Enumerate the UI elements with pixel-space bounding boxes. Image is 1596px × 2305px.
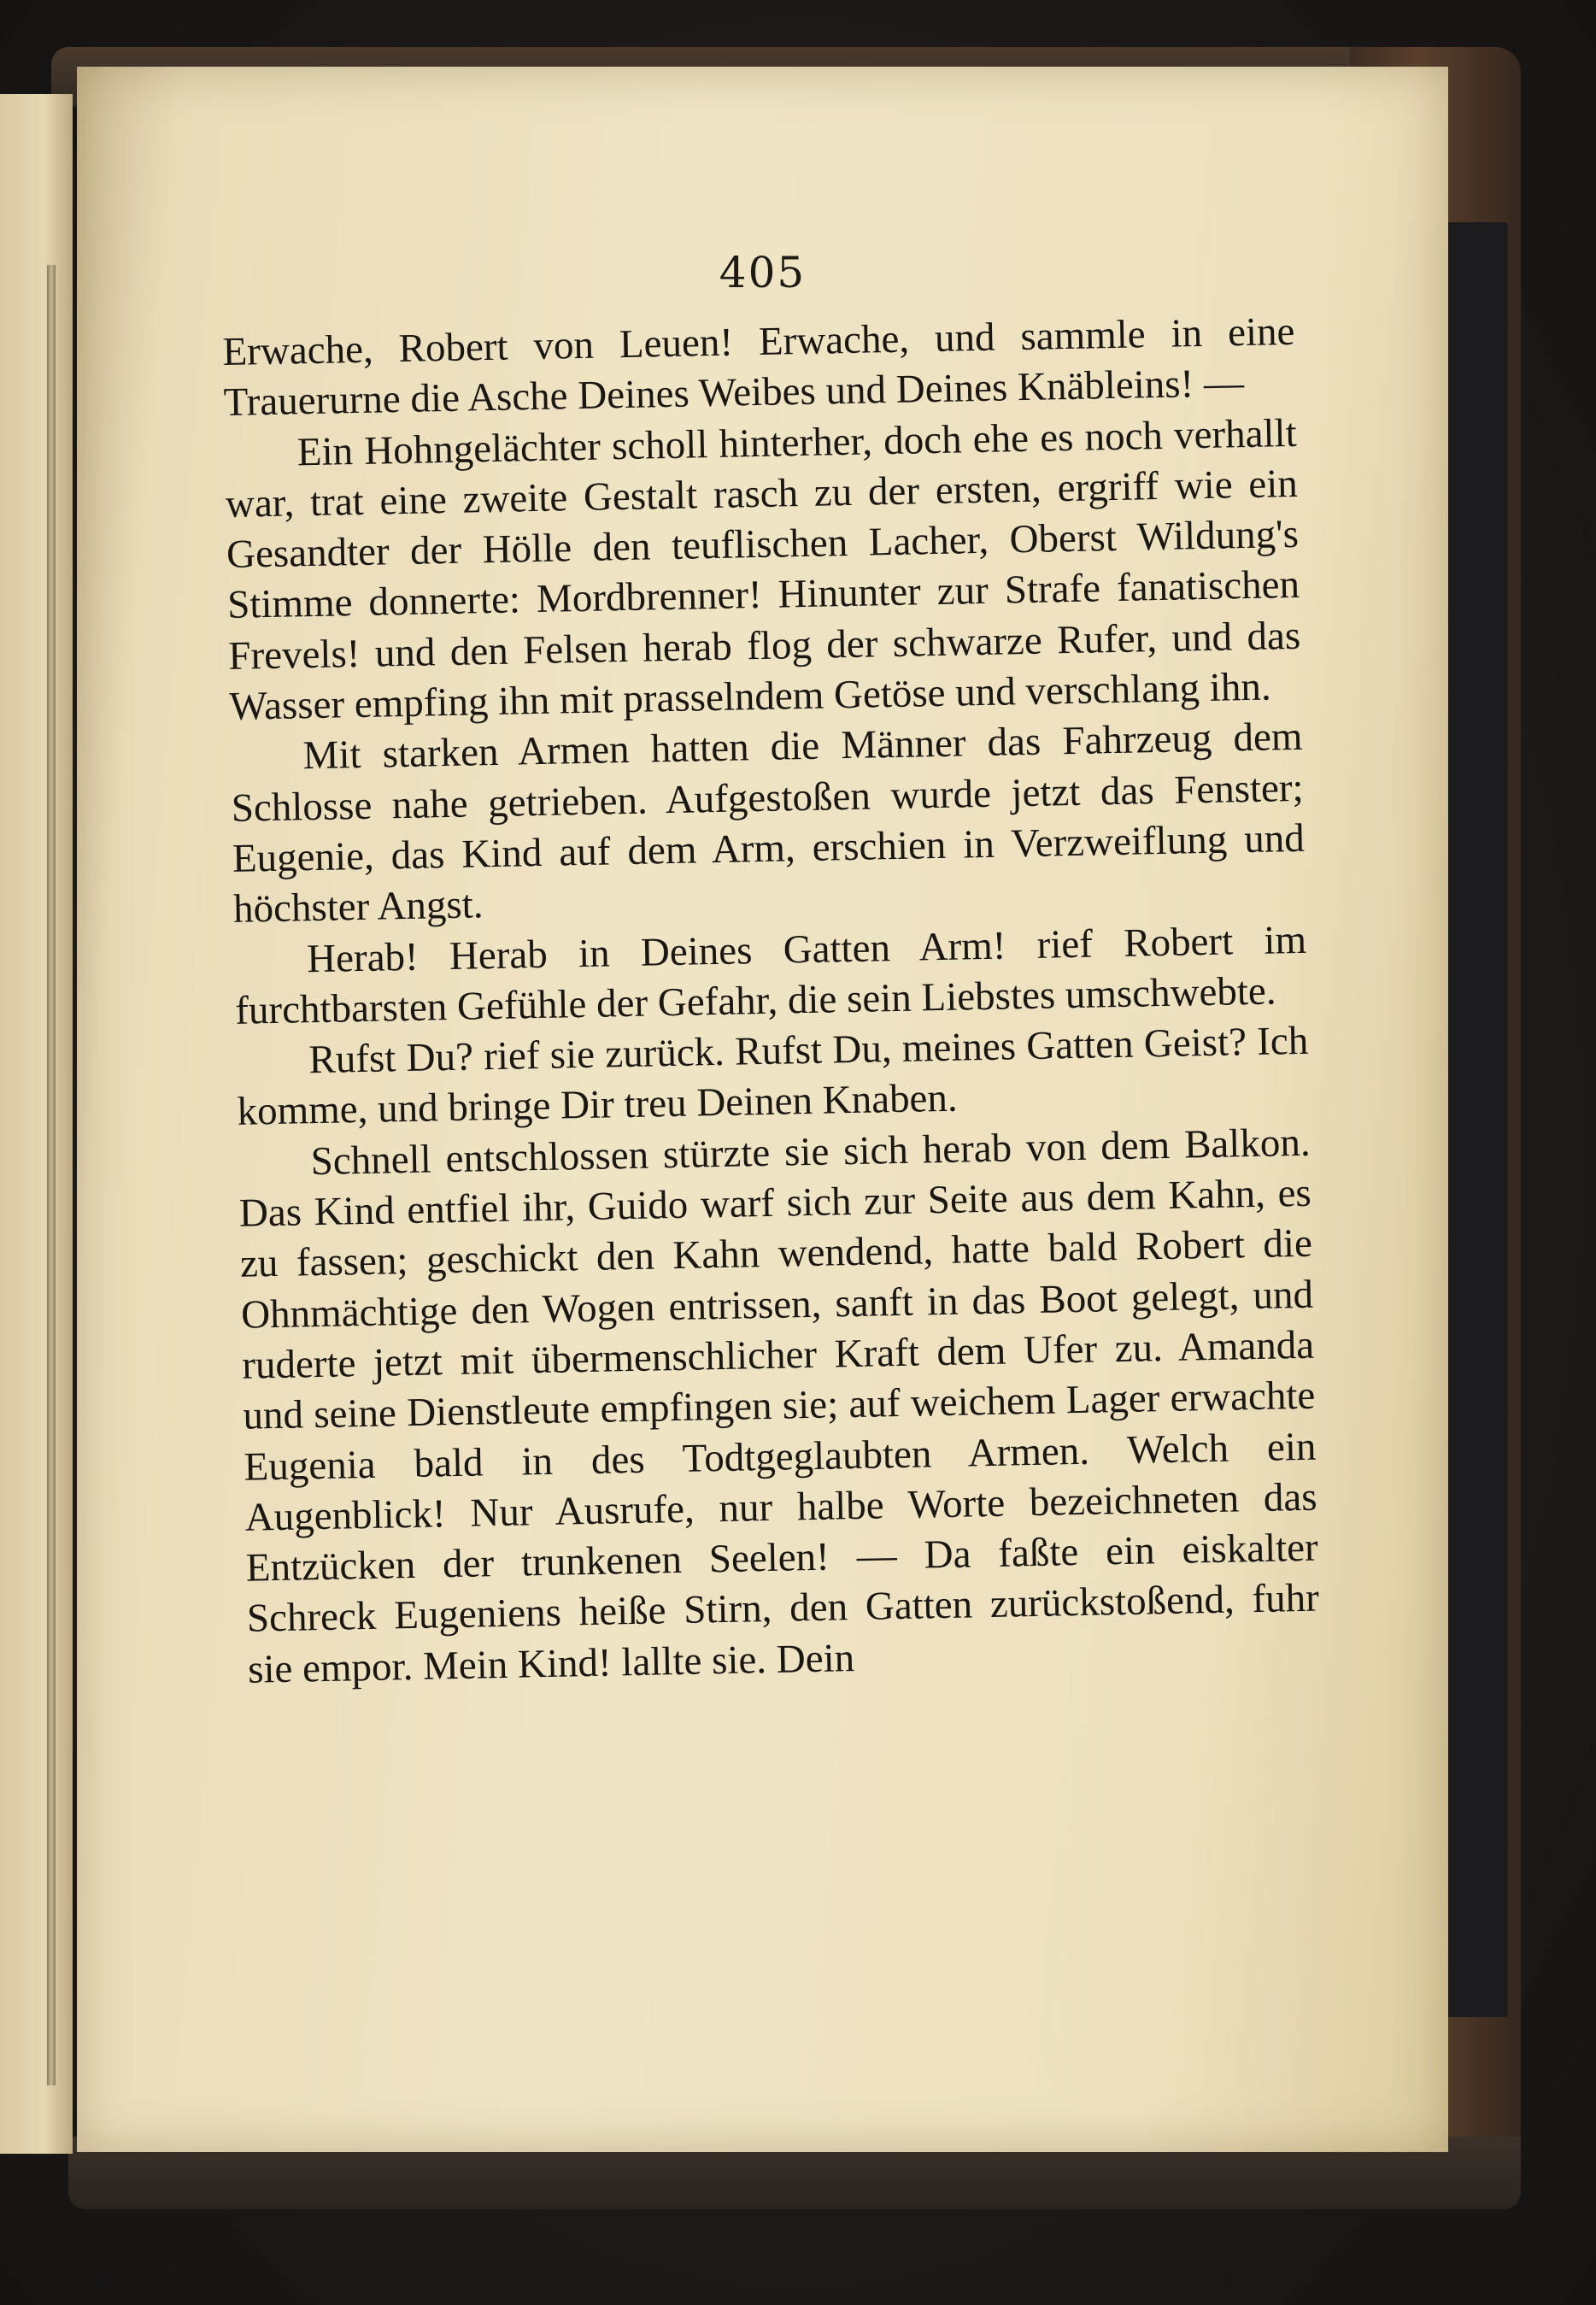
paragraph: Ein Hohngelächter scholl hinterher, doch ehe es noch verhallt war, trat eine zweite Gestalt rasch zu der ersten, ergriff wie ein Gesandter der Hölle den teuflischen Lacher, Oberst Wildung's Stimme donnerte: Mordbrenner! Hinunter zur Strafe fanatischen Frevels! und den Felsen herab flog der schwarze Rufer, und das Wasser empfing ihn mit prasselndem Getöse und verschlang ihn. [225, 410, 1301, 729]
page-text [222, 307, 1321, 1696]
book-page [77, 67, 1448, 2152]
paragraph: Schnell entschlossen stürzte sie sich herab von dem Balkon. Das Kind entfiel ihr, Guido warf sich zur Seite aus dem Kahn, es zu fassen; geschickt den Kahn wendend, hatte bald Robert die Ohnmächtige den Wogen entrissen, sanft in das Boot gelegt, und ruderte jetzt mit übermenschlicher Kraft dem Ufer zu. Amanda und seine Dienstleute empfingen sie; auf weichem Lager erwachte Eugenia bald in des Todtgeglaubten Armen. Welch ein Augenblick! Nur Ausrufe, nur halbe Worte bezeichneten das Entzücken der trunkenen Seelen! — Da faßte ein eiskalter Schreck Eugeniens heiße Stirn, den Gatten zurückstoßend, fuhr sie empor. Mein Kind! lallte sie. Dein [238, 1120, 1320, 1692]
paragraph: Mit starken Armen hatten die Männer das Fahrzeug dem Schlosse nahe getrieben. Aufgestoßen wurde jetzt das Fenster; Eugenie, das Kind auf dem Arm, erschien in Verzweiflung und höchster Angst. [231, 714, 1306, 932]
page-number: 405 [719, 248, 807, 297]
left-page-edge [0, 94, 73, 2154]
page-gutter [47, 265, 56, 2085]
paragraph: Erwache, Robert von Leuen! Erwache, und sammle in eine Trauerurne die Asche Deines Weibes und Deines Knäbleins! — [222, 309, 1295, 426]
paragraph: Herab! Herab in Deines Gatten Arm! rief Robert im furchtbarsten Gefühle der Gefahr, die sein Liebstes umschwebte. [234, 917, 1307, 1033]
paragraph: Rufst Du? rief sie zurück. Rufst Du, meines Gatten Geist? Ich komme, und bringe Dir treu Deinen Knaben. [237, 1018, 1309, 1135]
